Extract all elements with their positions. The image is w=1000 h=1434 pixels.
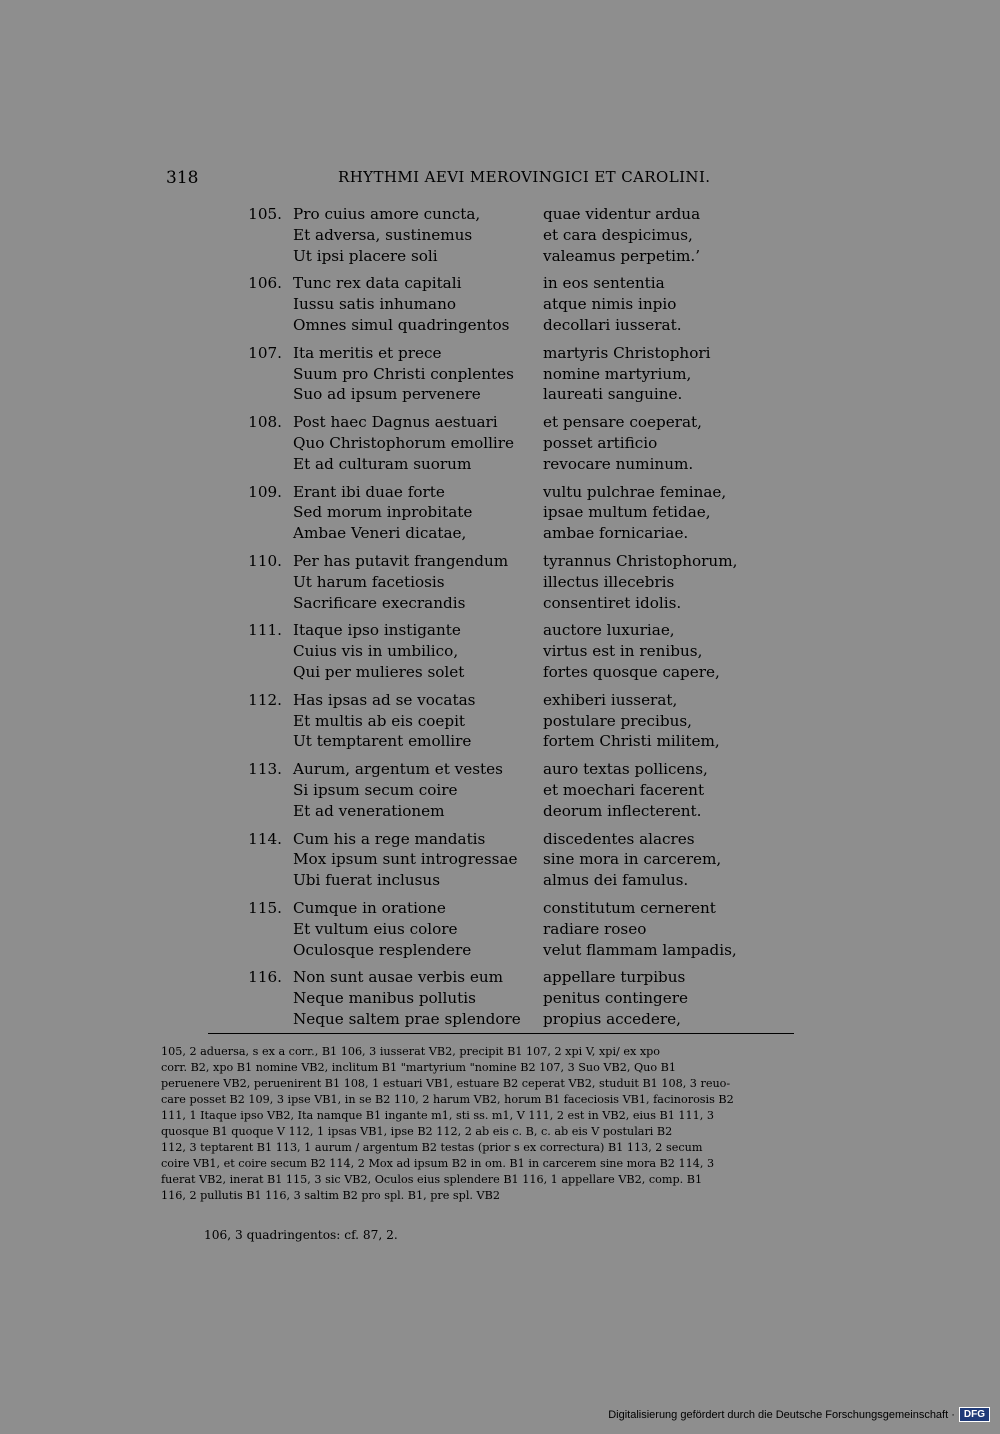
stanza-number: 112. xyxy=(248,690,282,709)
verse-second-half: auro textas pollicens, xyxy=(543,760,708,779)
verse-first-half: Quo Christophorum emollire xyxy=(293,433,515,452)
stanza xyxy=(244,690,764,752)
verse-first-half: Aurum, argentum et vestes xyxy=(293,760,503,779)
verse-first-half: Ut ipsi placere soli xyxy=(293,246,438,265)
apparatus-line: fuerat VB2, inerat B1 115, 3 sic VB2, Oculos eius splendere B1 116, 1 appellare VB2, comp. B1 xyxy=(161,1173,703,1186)
verse-first-half: Et ad culturam suorum xyxy=(293,454,472,473)
stanza xyxy=(244,204,764,266)
verse-second-half: exhiberi iusserat, xyxy=(543,690,678,709)
verse-first-half: Non sunt ausae verbis eum xyxy=(293,968,504,987)
verse-block xyxy=(244,204,764,1037)
stanza-number: 110. xyxy=(248,551,282,570)
source-note: 106, 3 quadringentos: cf. 87, 2. xyxy=(204,1228,398,1242)
verse-first-half: Post haec Dagnus aestuari xyxy=(293,413,498,432)
stanza xyxy=(244,829,764,891)
verse-first-half: Ubi fuerat inclusus xyxy=(293,871,440,890)
verse-second-half: valeamus perpetim.’ xyxy=(543,246,701,265)
stanza-number: 106. xyxy=(248,274,282,293)
verse-second-half: deorum inflecterent. xyxy=(543,801,702,820)
apparatus-line: 105, 2 aduersa, s ex a corr., B1 106, 3 iusserat VB2, precipit B1 107, 2 xpi V, xpi/ ex xpo xyxy=(161,1045,661,1058)
footnote-rule xyxy=(208,1033,794,1034)
verse-second-half: propius accedere, xyxy=(543,1009,681,1028)
verse-second-half: vultu pulchrae feminae, xyxy=(543,482,727,501)
stanza-number: 115. xyxy=(248,898,282,917)
verse-first-half: Ut temptarent emollire xyxy=(293,732,472,751)
apparatus-line: quosque B1 quoque V 112, 1 ipsas VB1, ipse B2 112, 2 ab eis c. B, c. ab eis V postulari B2 xyxy=(161,1125,673,1138)
apparatus-line: peruenere VB2, peruenirent B1 108, 1 estuari VB1, estuare B2 ceperat VB2, studuit B1 108, 3 reuo- xyxy=(161,1077,731,1090)
verse-first-half: Sacrificare execrandis xyxy=(293,593,466,612)
verse-first-half: Iussu satis inhumano xyxy=(293,295,456,314)
verse-first-half: Per has putavit frangendum xyxy=(293,551,509,570)
verse-second-half: consentiret idolis. xyxy=(543,593,682,612)
apparatus-line: care posset B2 109, 3 ipse VB1, in se B2 110, 2 harum VB2, horum B1 faceciosis VB1, facinorosis B2 xyxy=(161,1093,734,1106)
verse-second-half: in eos sententia xyxy=(543,274,665,293)
verse-first-half: Cumque in oratione xyxy=(293,898,446,917)
stanza xyxy=(244,551,764,613)
verse-first-half: Neque saltem prae splendore xyxy=(293,1009,521,1028)
apparatus-line: 116, 2 pullutis B1 116, 3 saltim B2 pro spl. B1, pre spl. VB2 xyxy=(161,1189,500,1202)
stanza xyxy=(244,620,764,682)
verse-second-half: posset artificio xyxy=(543,433,658,452)
apparatus-line: 112, 3 teptarent B1 113, 1 aurum / argentum B2 testas (prior s ex correctura) B1 113, 2 secum xyxy=(161,1141,703,1154)
stanza-number: 108. xyxy=(248,413,282,432)
stanza xyxy=(244,967,764,1029)
verse-second-half: auctore luxuriae, xyxy=(543,621,675,640)
verse-first-half: Cuius vis in umbilico, xyxy=(293,642,459,661)
verse-second-half: et cara despicimus, xyxy=(543,225,693,244)
verse-first-half: Tunc rex data capitali xyxy=(293,274,462,293)
verse-second-half: fortem Christi militem, xyxy=(543,732,720,751)
verse-second-half: revocare numinum. xyxy=(543,454,694,473)
verse-first-half: Omnes simul quadringentos xyxy=(293,315,510,334)
verse-first-half: Et adversa, sustinemus xyxy=(293,225,473,244)
apparatus-line: corr. B2, xpo B1 nomine VB2, inclitum B1 "martyrium "nomine B2 107, 3 Suo VB2, Quo B1 xyxy=(161,1061,676,1074)
stanza xyxy=(244,482,764,544)
verse-first-half: Neque manibus pollutis xyxy=(293,989,476,1008)
verse-first-half: Has ipsas ad se vocatas xyxy=(293,690,476,709)
verse-second-half: nomine martyrium, xyxy=(543,364,692,383)
verse-first-half: Mox ipsum sunt introgressae xyxy=(293,850,518,869)
verse-second-half: virtus est in renibus, xyxy=(543,642,703,661)
stanza-number: 105. xyxy=(248,205,282,223)
verse-first-half: Si ipsum secum coire xyxy=(293,780,458,799)
verse-second-half: decollari iusserat. xyxy=(543,315,682,334)
verse-second-half: velut flammam lampadis, xyxy=(543,940,737,959)
verse-second-half: constitutum cernerent xyxy=(543,898,716,917)
verse-second-half: et moechari facerent xyxy=(543,780,705,799)
stanza-number: 116. xyxy=(248,968,282,987)
verse-first-half: Erant ibi duae forte xyxy=(293,482,445,501)
verse-second-half: radiare roseo xyxy=(543,919,647,938)
verse-first-half: Ut harum facetiosis xyxy=(293,572,445,591)
funding-credit xyxy=(608,1407,990,1422)
verse-first-half: Et vultum eius colore xyxy=(293,919,458,938)
critical-apparatus xyxy=(161,1044,839,1204)
stanza-number: 114. xyxy=(248,829,282,848)
verse-second-half: sine mora in carcerem, xyxy=(543,850,722,869)
apparatus-line: 111, 1 Itaque ipso VB2, Ita namque B1 ingante m1, sti ss. m1, V 111, 2 est in VB2, eius B1 111, 3 xyxy=(161,1109,715,1122)
verse-second-half: ambae fornicariae. xyxy=(543,524,689,543)
verse-second-half: postulare precibus, xyxy=(543,711,692,730)
stanza-number: 113. xyxy=(248,760,282,779)
verse-first-half: Ita meritis et prece xyxy=(293,343,442,362)
verse-first-half: Pro cuius amore cuncta, xyxy=(293,205,481,223)
verse-second-half: quae videntur ardua xyxy=(543,205,701,223)
verse-second-half: discedentes alacres xyxy=(543,829,695,848)
verse-second-half: almus dei famulus. xyxy=(543,871,689,890)
verse-second-half: et pensare coeperat, xyxy=(543,413,702,432)
stanza xyxy=(244,273,764,335)
verse-first-half: Ambae Veneri dicatae, xyxy=(293,524,467,543)
stanza-number: 111. xyxy=(248,621,282,640)
verse-second-half: tyrannus Christophorum, xyxy=(543,551,738,570)
verse-first-half: Sed morum inprobitate xyxy=(293,503,473,522)
verse-first-half: Suum pro Christi conplentes xyxy=(293,364,514,383)
verse-first-half: Itaque ipso instigante xyxy=(293,621,461,640)
verse-first-half: Et ad venerationem xyxy=(293,801,445,820)
page-number: 318 xyxy=(166,168,199,188)
stanza-number: 107. xyxy=(248,343,282,362)
verse-first-half: Et multis ab eis coepit xyxy=(293,711,466,730)
verse-second-half: ipsae multum fetidae, xyxy=(543,503,711,522)
stanza xyxy=(244,343,764,405)
verse-second-half: laureati sanguine. xyxy=(543,385,683,404)
stanza-number: 109. xyxy=(248,482,282,501)
verse-second-half: illectus illecebris xyxy=(543,572,675,591)
verse-second-half: appellare turpibus xyxy=(543,968,686,987)
stanza xyxy=(244,759,764,821)
verse-second-half: martyris Christophori xyxy=(543,343,711,362)
verse-second-half: fortes quosque capere, xyxy=(543,662,720,681)
funding-credit-text: Digitalisierung gefördert durch die Deutsche Forschungsgemeinschaft · xyxy=(608,1408,955,1421)
verse-first-half: Cum his a rege mandatis xyxy=(293,829,486,848)
apparatus-line: coire VB1, et coire secum B2 114, 2 Mox ad ipsum B2 in om. B1 in carcerem sine mora B2 114, 3 xyxy=(161,1157,715,1170)
verse-first-half: Suo ad ipsum pervenere xyxy=(293,385,481,404)
dfg-logo: DFG xyxy=(959,1407,990,1422)
verse-second-half: atque nimis inpio xyxy=(543,295,677,314)
stanza xyxy=(244,898,764,960)
running-title: RHYTHMI AEVI MEROVINGICI ET CAROLINI. xyxy=(338,168,711,186)
verse-first-half: Qui per mulieres solet xyxy=(293,662,465,681)
verse-second-half: penitus contingere xyxy=(543,989,688,1008)
verse-first-half: Oculosque resplendere xyxy=(293,940,472,959)
stanza xyxy=(244,412,764,474)
